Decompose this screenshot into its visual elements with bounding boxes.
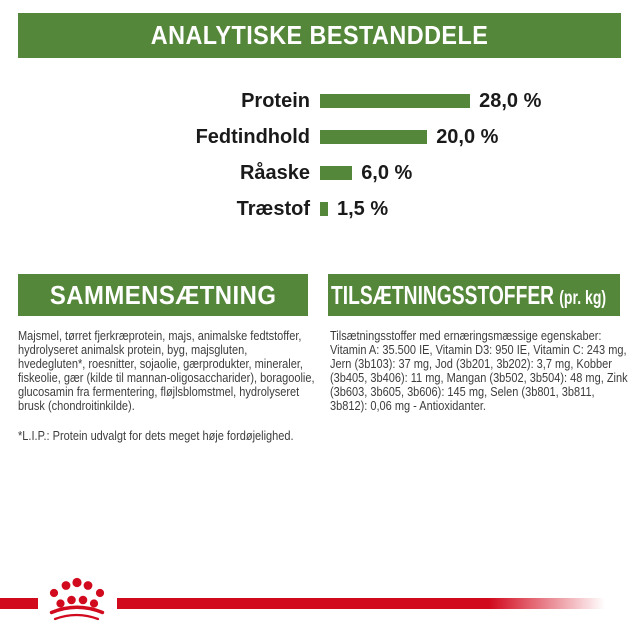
additives-body: Tilsætningsstoffer med ernæringsmæssige egenskaber: Vitamin A: 35.500 IE, Vitamin D3: 950 IE, Vitamin C: 243 mg, Jern (3b103): 37 mg, Jod (3b201, 3b202): 3,7 mg, Kobber (3b405, 3b406): 11 mg, Mangan (3b502, 3b504): 48 mg, Zink (3b603, 3b605, 3b606): 145 mg, Selen (3b801, 3b811, 3b812): 0,06 mg - Antioxidanter.	[330, 329, 628, 413]
chart-bar	[320, 130, 427, 144]
chart-value-label: 20,0 %	[436, 125, 499, 148]
chart-row	[0, 191, 640, 227]
chart-bar	[320, 166, 352, 180]
chart-value-label: 28,0 %	[479, 89, 542, 112]
chart-value-label: 1,5 %	[337, 197, 389, 220]
composition-footnote: *L.I.P.: Protein udvalgt for dets meget høje fordøjelighed.	[18, 429, 294, 443]
chart-value-label: 6,0 %	[361, 161, 413, 184]
analytical-constituents-banner	[18, 13, 621, 58]
chart-category-label: Fedtindhold	[195, 125, 310, 148]
composition-header	[18, 274, 308, 316]
royal-canin-crown-icon	[38, 574, 114, 624]
chart-bar	[320, 94, 470, 108]
chart-category-label: Protein	[241, 89, 310, 112]
banner-title: ANALYTISKE BESTANDDELE	[150, 20, 489, 50]
chart-category-label: Råaske	[239, 161, 310, 184]
composition-title: SAMMENSÆTNING	[49, 279, 277, 310]
brand-stripe-left	[0, 598, 38, 609]
chart-bar	[320, 202, 328, 216]
additives-title: TILSÆTNINGSSTOFFER	[331, 279, 555, 310]
additives-header	[328, 274, 620, 316]
additives-title-suffix: (pr. kg)	[559, 287, 607, 309]
brand-stripe-right	[117, 598, 620, 609]
chart-row	[0, 119, 640, 155]
additives-title-group	[331, 280, 606, 311]
analytical-constituents-chart	[0, 83, 640, 227]
chart-category-label: Træstof	[236, 197, 310, 220]
composition-body: Majsmel, tørret fjerkræprotein, majs, animalske fedtstoffer, hydrolyseret animalsk protein, byg, majsgluten, hvedegluten*, roesnitter, sojaolie, gærprodukter, mineraler, fiskeolie, gær (kilde til mannan-oligosaccharider), boragoolie, glucosamin fra fermentering, fløjlsblomstmel, hydrolyseret brusk (chondroitinkilde).	[18, 329, 315, 413]
chart-row	[0, 83, 640, 119]
chart-row	[0, 155, 640, 191]
